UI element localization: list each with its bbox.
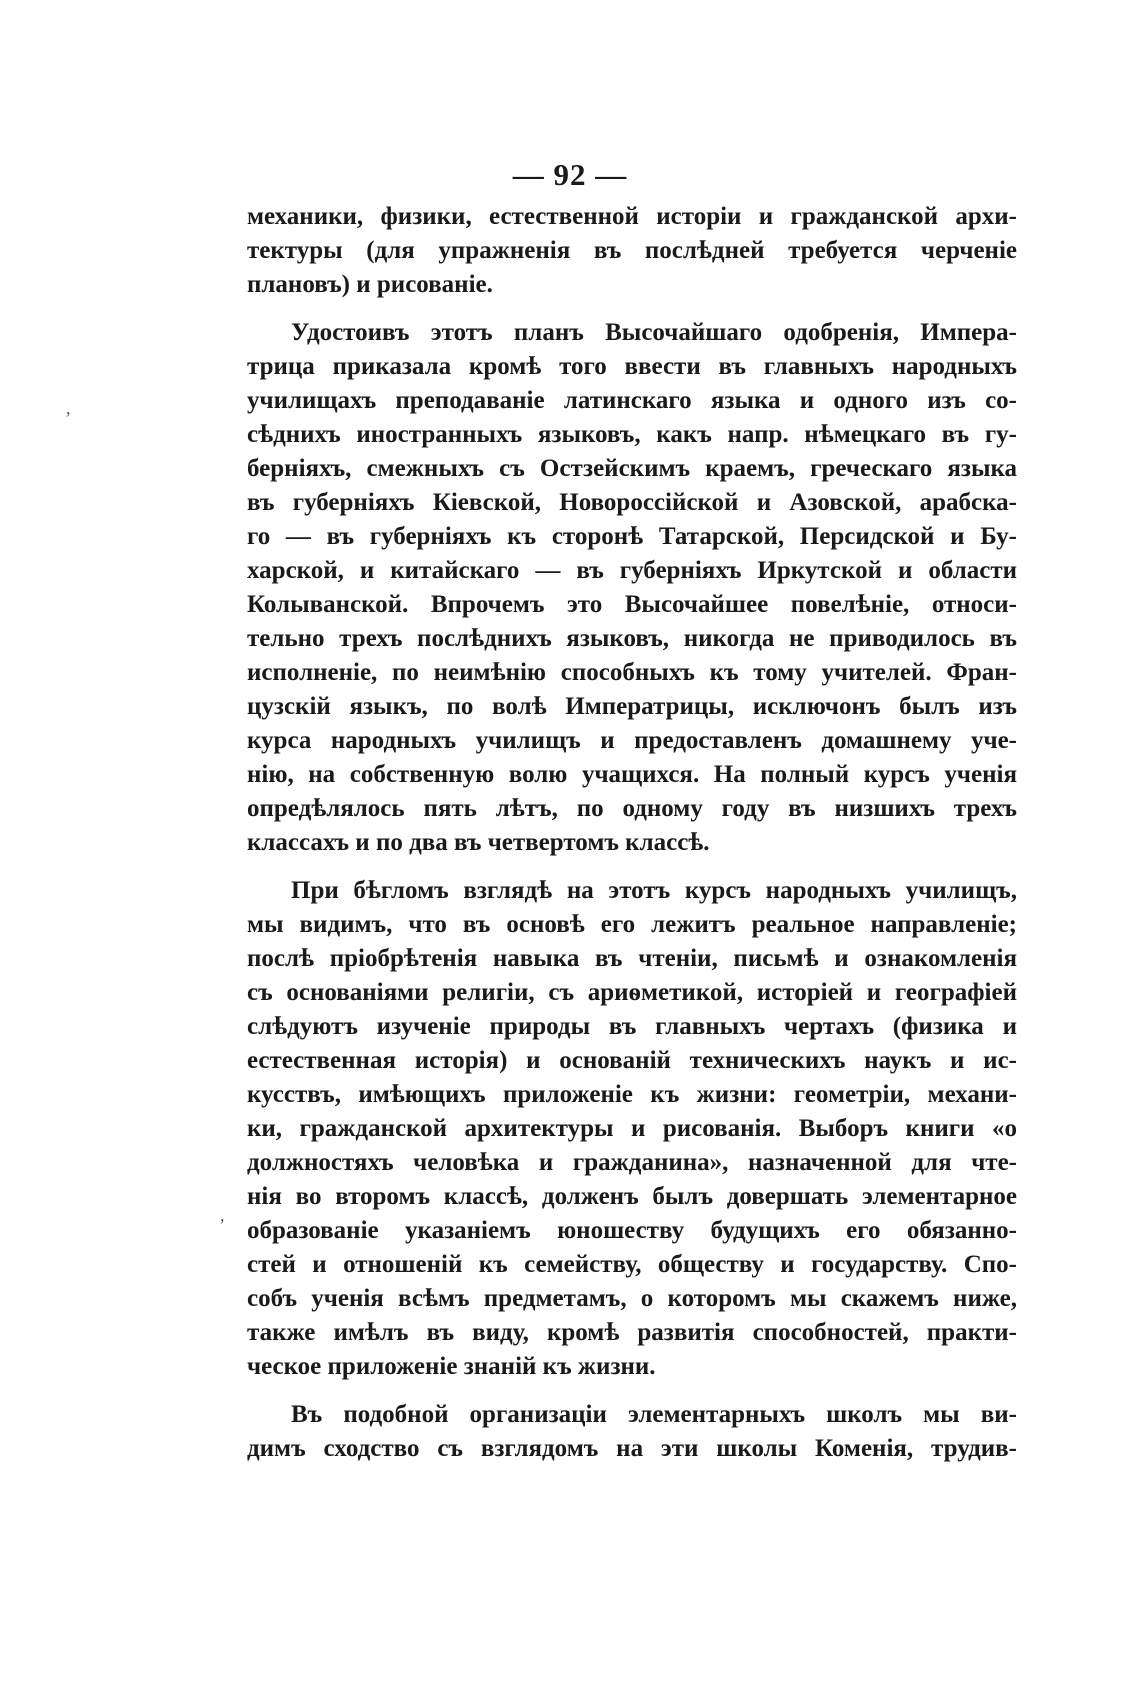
text-line: стей и отношенiй къ семейству, обществу и государству. Спо- — [247, 1251, 1017, 1278]
text-line: Въ подобной организацiи элементарныхъ школъ мы ви- — [291, 1401, 1017, 1428]
text-line: исполненiе, по неимѣнiю способныхъ къ тому учителей. Фран- — [247, 659, 1017, 686]
text-line: тельно трехъ послѣднихъ языковъ, никогда не приводилось въ — [247, 625, 1017, 652]
paragraph-gap — [247, 302, 1017, 316]
text-line: слѣдуютъ изученiе природы въ главныхъ чертахъ (физика и — [247, 1013, 1017, 1040]
paragraph-gap — [247, 1384, 1017, 1398]
text-line: курса народныхъ училищъ и предоставленъ домашнему уче- — [247, 727, 1017, 754]
margin-mark: , — [220, 1205, 225, 1225]
text-line: въ губернiяхъ Кiевской, Новороссiйской и Азовской, арабска- — [247, 489, 1017, 516]
text-line: ческое приложенiе знанiй къ жизни. — [247, 1353, 656, 1380]
paragraph — [247, 200, 1017, 302]
text-line: го — въ губернiяхъ къ сторонѣ Татарской, Персидской и Бу- — [247, 523, 1017, 550]
text-line: съ основанiями религiи, съ ариѳметикой, исторiей и географiей — [247, 979, 1017, 1006]
paragraph-gap — [247, 860, 1017, 874]
text-line: послѣ прiобрѣтенiя навыка въ чтенiи, письмѣ и ознакомленiя — [247, 945, 1017, 972]
paragraph — [247, 874, 1017, 1384]
text-line: механики, физики, естественной исторiи и гражданской архи- — [247, 203, 1017, 230]
text-line: трица приказала кромѣ того ввести въ главныхъ народныхъ — [247, 353, 1017, 380]
text-line: Удостоивъ этотъ планъ Высочайшаго одобренiя, Импера- — [291, 319, 1017, 346]
text-line: опредѣлялось пять лѣтъ, по одному году въ низшихъ трехъ — [247, 795, 1017, 822]
text-line: классахъ и по два въ четвертомъ классѣ. — [247, 829, 710, 856]
text-line: сѣднихъ иностранныхъ языковъ, какъ напр. нѣмецкаго въ гу- — [247, 421, 1017, 448]
text-line: естественная исторiя) и основанiй техническихъ наукъ и ис- — [247, 1047, 1017, 1074]
text-line: При бѣгломъ взглядѣ на этотъ курсъ народныхъ училищъ, — [291, 877, 1017, 904]
text-line: образованiе указанiемъ юношеству будущихъ его обязанно- — [247, 1217, 1017, 1244]
text-line: должностяхъ человѣка и гражданина», назначенной для чте- — [247, 1149, 1017, 1176]
paragraph — [247, 1398, 1017, 1466]
text-line: мы видимъ, что въ основѣ его лежитъ реальное направленiе; — [247, 911, 1017, 938]
body-text — [247, 200, 1017, 1466]
text-line: нiя во второмъ классѣ, долженъ былъ довершать элементарное — [247, 1183, 1017, 1210]
text-line: харской, и китайскаго — въ губернiяхъ Иркутской и области — [247, 557, 1017, 584]
page-number: — 92 — — [512, 157, 628, 192]
text-line: также имѣлъ въ виду, кромѣ развитiя способностей, практи- — [247, 1319, 1017, 1346]
paragraph — [247, 316, 1017, 860]
margin-mark: , — [66, 398, 71, 418]
text-line: кусствъ, имѣющихъ приложенiе къ жизни: геометрiи, механи- — [247, 1081, 1017, 1108]
text-line: собъ ученiя всѣмъ предметамъ, о которомъ мы скажемъ ниже, — [247, 1285, 1017, 1312]
text-line: ки, гражданской архитектуры и рисованiя. Выборъ книги «о — [247, 1115, 1017, 1142]
text-line: бернiяхъ, смежныхъ съ Остзейскимъ краемъ, греческаго языка — [247, 455, 1017, 482]
text-line: училищахъ преподаванiе латинскаго языка и одного изъ со- — [247, 387, 1017, 414]
text-line: Колыванской. Впрочемъ это Высочайшее повелѣнiе, относи- — [247, 591, 1017, 618]
text-line: нiю, на собственную волю учащихся. На полный курсъ ученiя — [247, 761, 1017, 788]
text-line: цузскiй языкъ, по волѣ Императрицы, исключонъ былъ изъ — [247, 693, 1017, 720]
text-line: димъ сходство съ взглядомъ на эти школы Коменiя, трудив- — [247, 1435, 1017, 1462]
text-line: плановъ) и рисованiе. — [247, 271, 493, 298]
text-line: тектуры (для упражненiя въ послѣдней требуется черченiе — [247, 237, 1017, 264]
